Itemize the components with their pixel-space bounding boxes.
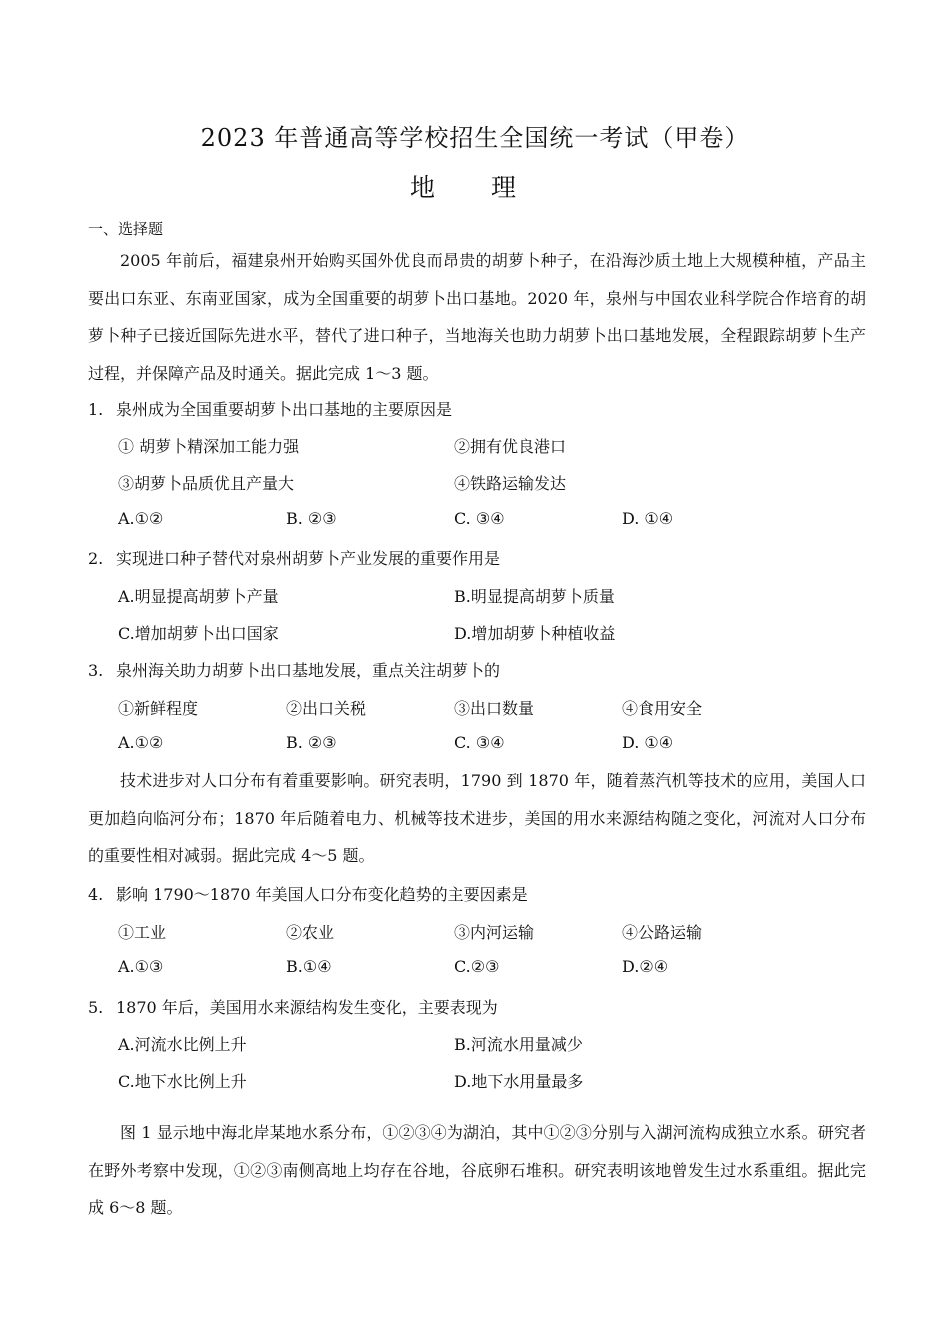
question-number: 5. bbox=[88, 998, 104, 1017]
q1-choice-b[interactable]: B. ②③ bbox=[286, 509, 337, 528]
q2-choice-b[interactable]: B.明显提高胡萝卜质量 bbox=[454, 587, 615, 606]
q4-choice-a[interactable]: A.①③ bbox=[118, 957, 164, 976]
q1-choice-d[interactable]: D. ①④ bbox=[622, 509, 674, 528]
passage-1: 2005 年前后，福建泉州开始购买国外优良而昂贵的胡萝卜种子，在沿海沙质土地上大规模种植，产品主要出口东亚、东南亚国家，成为全国重要的胡萝卜出口基地。2020 年，泉州与中国农业科学院合作培育的胡萝卜种子已接近国际先进水平，替代了进口种子，当地海关也助力胡萝卜出口基地发展，全程跟踪胡萝卜生产过程，并保障产品及时通关。据此完成 1～3 题。 bbox=[88, 251, 866, 383]
q3-choice-c[interactable]: C. ③④ bbox=[454, 733, 505, 752]
q3-item-1: ①新鲜程度 bbox=[118, 699, 199, 718]
q3-choice-d[interactable]: D. ①④ bbox=[622, 733, 674, 752]
question-4 bbox=[88, 882, 528, 905]
q3-choice-b[interactable]: B. ②③ bbox=[286, 733, 337, 752]
question-1 bbox=[88, 397, 452, 420]
q3-choice-a[interactable]: A.①② bbox=[118, 733, 164, 752]
q4-item-1: ①工业 bbox=[118, 923, 167, 942]
question-number: 2. bbox=[88, 549, 104, 568]
passage-3: 图 1 显示地中海北岸某地水系分布，①②③④为湖泊，其中①②③分别与入湖河流构成独立水系。研究者在野外考察中发现，①②③南侧高地上均存在谷地，谷底卵石堆积。研究表明该地曾发生过水系重组。据此完成 6～8 题。 bbox=[88, 1123, 866, 1217]
q3-item-2: ②出口关税 bbox=[286, 699, 367, 718]
q5-choice-d[interactable]: D.地下水用量最多 bbox=[454, 1072, 584, 1091]
question-stem: 实现进口种子替代对泉州胡萝卜产业发展的重要作用是 bbox=[116, 549, 501, 568]
exam-title: 2023 年普通高等学校招生全国统一考试（甲卷） bbox=[200, 124, 750, 152]
question-number: 1. bbox=[88, 400, 104, 419]
q1-choice-a[interactable]: A.①② bbox=[118, 509, 164, 528]
subject-title: 地 理 bbox=[410, 173, 540, 202]
q1-item-3: ③胡萝卜品质优且产量大 bbox=[118, 474, 295, 493]
q2-choice-d[interactable]: D.增加胡萝卜种植收益 bbox=[454, 624, 616, 643]
question-2 bbox=[88, 546, 500, 569]
q3-item-4: ④食用安全 bbox=[622, 699, 703, 718]
question-stem: 影响 1790～1870 年美国人口分布变化趋势的主要因素是 bbox=[116, 885, 528, 904]
question-stem: 泉州成为全国重要胡萝卜出口基地的主要原因是 bbox=[116, 400, 453, 419]
question-number: 4. bbox=[88, 885, 104, 904]
q1-item-4: ④铁路运输发达 bbox=[454, 474, 567, 493]
q1-choice-c[interactable]: C. ③④ bbox=[454, 509, 505, 528]
q4-item-4: ④公路运输 bbox=[622, 923, 703, 942]
q5-choice-b[interactable]: B.河流水用量减少 bbox=[454, 1035, 583, 1054]
q4-item-2: ②农业 bbox=[286, 923, 335, 942]
question-stem: 1870 年后，美国用水来源结构发生变化，主要表现为 bbox=[116, 998, 498, 1017]
q3-item-3: ③出口数量 bbox=[454, 699, 535, 718]
question-stem: 泉州海关助力胡萝卜出口基地发展，重点关注胡萝卜的 bbox=[116, 661, 501, 680]
q1-item-1: ① 胡萝卜精深加工能力强 bbox=[118, 437, 300, 456]
q2-choice-a[interactable]: A.明显提高胡萝卜产量 bbox=[118, 587, 279, 606]
q4-item-3: ③内河运输 bbox=[454, 923, 535, 942]
question-3 bbox=[88, 658, 500, 681]
q5-choice-a[interactable]: A.河流水比例上升 bbox=[118, 1035, 247, 1054]
q5-choice-c[interactable]: C.地下水比例上升 bbox=[118, 1072, 247, 1091]
passage-2: 技术进步对人口分布有着重要影响。研究表明，1790 到 1870 年，随着蒸汽机等技术的应用，美国人口更加趋向临河分布；1870 年后随着电力、机械等技术进步，美国的用水来源结构随之变化，河流对人口分布的重要性相对减弱。据此完成 4～5 题。 bbox=[88, 771, 866, 865]
q4-choice-c[interactable]: C.②③ bbox=[454, 957, 500, 976]
q4-choice-d[interactable]: D.②④ bbox=[622, 957, 669, 976]
q1-item-2: ②拥有优良港口 bbox=[454, 437, 567, 456]
q2-choice-c[interactable]: C.增加胡萝卜出口国家 bbox=[118, 624, 279, 643]
question-5 bbox=[88, 995, 498, 1018]
question-number: 3. bbox=[88, 661, 104, 680]
q4-choice-b[interactable]: B.①④ bbox=[286, 957, 332, 976]
section-heading: 一、选择题 bbox=[88, 220, 164, 238]
